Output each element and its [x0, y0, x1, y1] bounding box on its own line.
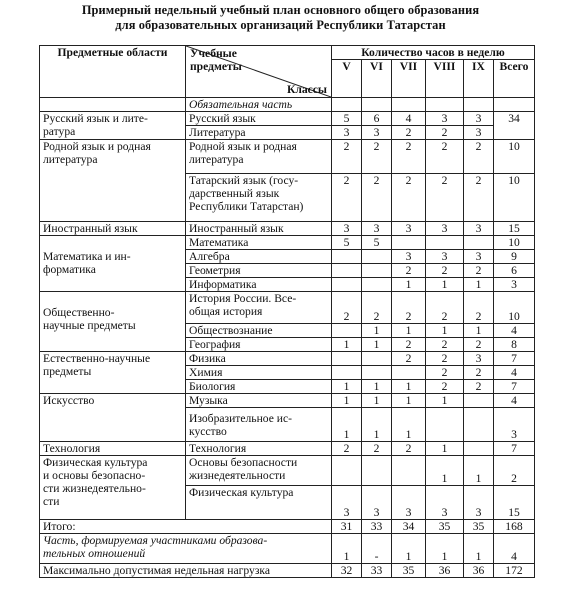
area-pe: Физическая культура и основы безопасно- сти жизнедеятельно- сти [40, 456, 186, 520]
table-row: Биология 1 1 1 2 2 7 [40, 380, 535, 394]
header-subjects-classes [186, 46, 332, 98]
table-row: Технология Технология 2 2 2 1 7 [40, 442, 535, 456]
subject-cell: Русский язык [186, 112, 332, 126]
max-load-row: Максимально допустимая недельная нагрузка 32 33 35 36 36 172 [40, 564, 535, 578]
table-row: Алгебра 3 3 3 9 [40, 250, 535, 264]
subject-cell: Основы безопасности жизнедеятельности [186, 456, 332, 486]
document-title-line-2: для образовательных организаций Республики Татарстан [115, 18, 446, 32]
table-row: Физическая культура 3 3 3 3 3 15 [40, 486, 535, 520]
area-russian: Русский язык и лите- ратура [40, 112, 186, 140]
curriculum-table [39, 45, 535, 578]
mandatory-label: Обязательная часть [186, 98, 332, 112]
table-row: Родной язык и родная литература Родной язык и родная литература 2 2 2 2 2 10 [40, 140, 535, 174]
header-grade-5: V [332, 60, 362, 98]
mandatory-empty [40, 98, 186, 112]
header-grade-9: IX [464, 60, 494, 98]
subject-cell: Химия [186, 366, 332, 380]
table-row: Информатика 1 1 1 3 [40, 278, 535, 292]
table-row: Физическая культура и основы безопасно- сти жизнедеятельно- сти Основы безопасности жизнедеятельности 1 1 2 [40, 456, 535, 486]
area-science: Естественно-научные предметы [40, 352, 186, 394]
header-grade-6: VI [362, 60, 392, 98]
table-row: География 1 1 2 2 2 8 [40, 338, 535, 352]
header-areas: Предметные области [40, 46, 186, 98]
subject-cell: Информатика [186, 278, 332, 292]
subject-cell: Родной язык и родная литература [186, 140, 332, 174]
subject-cell: Обществознание [186, 324, 332, 338]
table-row: Геометрия 2 2 2 6 [40, 264, 535, 278]
table-row: Русский язык и лите- ратура Русский язык 5 6 4 3 3 34 [40, 112, 535, 126]
header-total: Всего [494, 60, 535, 98]
max-load-label: Максимально допустимая недельная нагрузка [40, 564, 332, 578]
area-foreign: Иностранный язык [40, 222, 186, 236]
table-row: Математика и ин- форматика Математика 5 5 10 [40, 236, 535, 250]
subject-cell: География [186, 338, 332, 352]
area-tech: Технология [40, 442, 186, 456]
table-row: Татарский язык (госу- дарственный язык Республики Татарстан) 2 2 2 2 2 10 [40, 174, 535, 222]
subject-cell: Алгебра [186, 250, 332, 264]
area-native: Родной язык и родная литература [40, 140, 186, 222]
subject-cell: Математика [186, 236, 332, 250]
document-title-line-1: Примерный недельный учебный план основного общего образования [81, 3, 480, 17]
table-row: Иностранный язык Иностранный язык 3 3 3 3 3 15 [40, 222, 535, 236]
table-row: Обществознание 1 1 1 1 4 [40, 324, 535, 338]
header-classes: Классы [286, 83, 327, 96]
subject-cell: Изобразительное ис- кусство [186, 408, 332, 442]
header-grade-8: VIII [426, 60, 464, 98]
table-row: Изобразительное ис- кусство 1 1 1 3 [40, 408, 535, 442]
subject-cell: Литература [186, 126, 332, 140]
total-row: Итого: 31 33 34 35 35 168 [40, 520, 535, 534]
subject-cell: Иностранный язык [186, 222, 332, 236]
subject-cell: Физическая культура [186, 486, 332, 520]
subject-cell: Музыка [186, 394, 332, 408]
subject-cell: Физика [186, 352, 332, 366]
area-art: Искусство [40, 394, 186, 442]
subject-cell: Биология [186, 380, 332, 394]
table-row: Общественно- научные предметы История России. Все- общая история 2 2 2 2 2 10 [40, 292, 535, 324]
table-row: Литература 3 3 2 2 3 [40, 126, 535, 140]
subject-cell: Татарский язык (госу- дарственный язык Республики Татарстан) [186, 174, 332, 222]
area-social: Общественно- научные предметы [40, 292, 186, 352]
area-math: Математика и ин- форматика [40, 236, 186, 292]
participants-part-label: Часть, формируемая участниками образова- тельных отношений [40, 534, 332, 564]
header-subjects-line2: предметы [190, 60, 242, 73]
total-label: Итого: [40, 520, 332, 534]
table-row: Естественно-научные предметы Физика 2 2 3 7 [40, 352, 535, 366]
subject-cell: История России. Все- общая история [186, 292, 332, 324]
table-row: Химия 2 2 4 [40, 366, 535, 380]
subject-cell: Технология [186, 442, 332, 456]
table-row: Искусство Музыка 1 1 1 1 4 [40, 394, 535, 408]
header-subjects-line1: Учебные [190, 47, 237, 60]
participants-part-row: Часть, формируемая участниками образова- тельных отношений 1 - 1 1 1 4 [40, 534, 535, 564]
header-hours: Количество часов в неделю [332, 46, 535, 60]
header-grade-7: VII [392, 60, 426, 98]
subject-cell: Геометрия [186, 264, 332, 278]
